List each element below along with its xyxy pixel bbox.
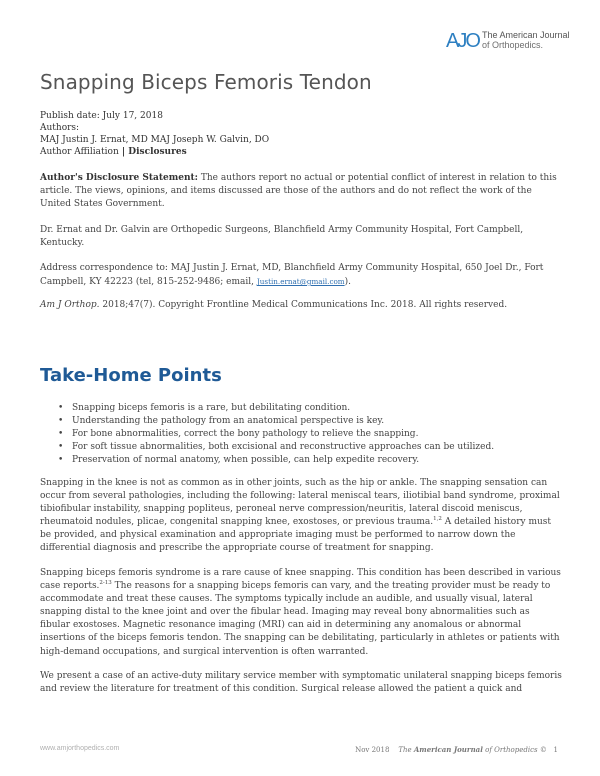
list-item: • Preservation of normal anatomy, when possible, can help expedite recovery. — [58, 454, 494, 467]
authors-label: Authors: — [40, 123, 80, 133]
article-title: Snapping Biceps Femoris Tendon — [40, 70, 372, 94]
footer-url[interactable]: www.amjorthopedics.com — [40, 745, 120, 752]
p1-text: Snapping in the knee is not as common as in other joints, such as the hip or ankle. The snapping sensation can occur from several pathologies, including the following: lateral meniscal tears, iliotibial band syndrome, proximal tibiofibular instability, snapping popliteus, peroneal nerve compression/neuritis, lateral discoid meniscus, rheumatoid nodules, plicae, congenital snapping knee, exostoses, or previous trauma. — [40, 478, 560, 528]
list-item: • For bone abnormalities, correct the bony pathology to relieve the snapping. — [58, 428, 494, 441]
body-paragraph-2 — [40, 567, 562, 659]
journal-abbrev: Am J Orthop. — [40, 300, 100, 310]
disclosures-link[interactable]: Disclosures — [128, 147, 187, 157]
email-link[interactable]: Justin.ernat@gmail.com — [256, 277, 345, 286]
footer-date: Nov 2018 — [355, 746, 390, 754]
disclosure-label: Author's Disclosure Statement: — [40, 173, 198, 183]
citation — [40, 299, 560, 312]
list-item: • Understanding the pathology from an anatomical perspective is key. — [58, 415, 494, 428]
p2-citation: 2-13 — [99, 580, 112, 587]
ajo-logo-icon — [446, 27, 484, 53]
logo-wordmark — [482, 30, 570, 50]
footer-copyright: © — [537, 746, 547, 754]
p2-text-end: The reasons for a snapping biceps femoris can vary, and the treating provider must be ready to accommodate and treat these causes. The symptoms typically include an audible, and usually visual, lateral snapping distal to the knee joint and over the fibular head. Imaging may reveal bony abnormalities such as fibular exostoses. Magnetic resonance imaging (MRI) can aid in determining any anomalous or abnormal insertions of the biceps femoris tendon. The snapping can be debilitating, particularly in athletes or patients with high-demand occupations, and surgical intervention is often warranted. — [40, 581, 560, 657]
take-home-list — [58, 402, 494, 467]
body-paragraph-1 — [40, 477, 562, 556]
take-home-heading: Take-Home Points — [40, 365, 222, 386]
p2-text: Snapping biceps femoris syndrome is a rare cause of knee snapping. This condition has been described in various case reports. — [40, 568, 561, 592]
disclosure-statement — [40, 172, 560, 211]
article-meta — [40, 110, 269, 158]
logo-line-2: of Orthopedics. — [482, 40, 544, 50]
p1-citation: 1,2 — [433, 516, 442, 523]
affiliation-row — [40, 146, 269, 158]
p1-text-end: A detailed history must be provided, and physical examination and appropriate imaging must be performed to narrow down the differential diagnosis and prescribe the appropriate course of treatment for snapping. — [40, 517, 552, 554]
footer-journal: The American Journal of Orthopedics — [398, 745, 538, 754]
separator: | — [118, 147, 129, 157]
address-end: ). — [344, 277, 351, 287]
logo-line-1: The American Journal — [482, 30, 570, 40]
publish-date: Publish date: July 17, 2018 — [40, 111, 163, 121]
footer-info — [355, 745, 558, 754]
affiliation-text: Dr. Ernat and Dr. Galvin are Orthopedic Surgeons, Blanchfield Army Community Hospital, Fort Campbell, Kentucky. — [40, 225, 524, 248]
disclosure-text: The authors report no actual or potential conflict of interest in relation to this article. The views, opinions, and items discussed are those of the authors and do not reflect the work of the United States Government. — [40, 173, 557, 209]
authors-list: MAJ Justin J. Ernat, MD MAJ Joseph W. Galvin, DO — [40, 135, 270, 145]
address-correspondence — [40, 262, 560, 289]
list-item: • Snapping biceps femoris is a rare, but debilitating condition. — [58, 402, 494, 415]
address-text: Address correspondence to: MAJ Justin J. Ernat, MD, Blanchfield Army Community Hospital, 650 Joel Dr., Fort Campbell, KY 42223 (tel, 815-252-9486; email, — [40, 263, 544, 287]
affiliation-link[interactable]: Author Affiliation — [40, 147, 119, 157]
citation-text: 2018;47(7). Copyright Frontline Medical Communications Inc. 2018. All rights reserved. — [99, 300, 508, 310]
page-number: 1 — [553, 746, 558, 754]
list-item: • For soft tissue abnormalities, both excisional and reconstructive approaches can be utilized. — [58, 441, 494, 454]
body-paragraph-3: We present a case of an active-duty military service member with symptomatic unilateral snapping biceps femoris and review the literature for treatment of this condition. Surgical release allowed the patient a quick and — [40, 671, 562, 695]
logo-letters: AJO — [446, 30, 479, 52]
journal-logo[interactable] — [446, 27, 596, 55]
